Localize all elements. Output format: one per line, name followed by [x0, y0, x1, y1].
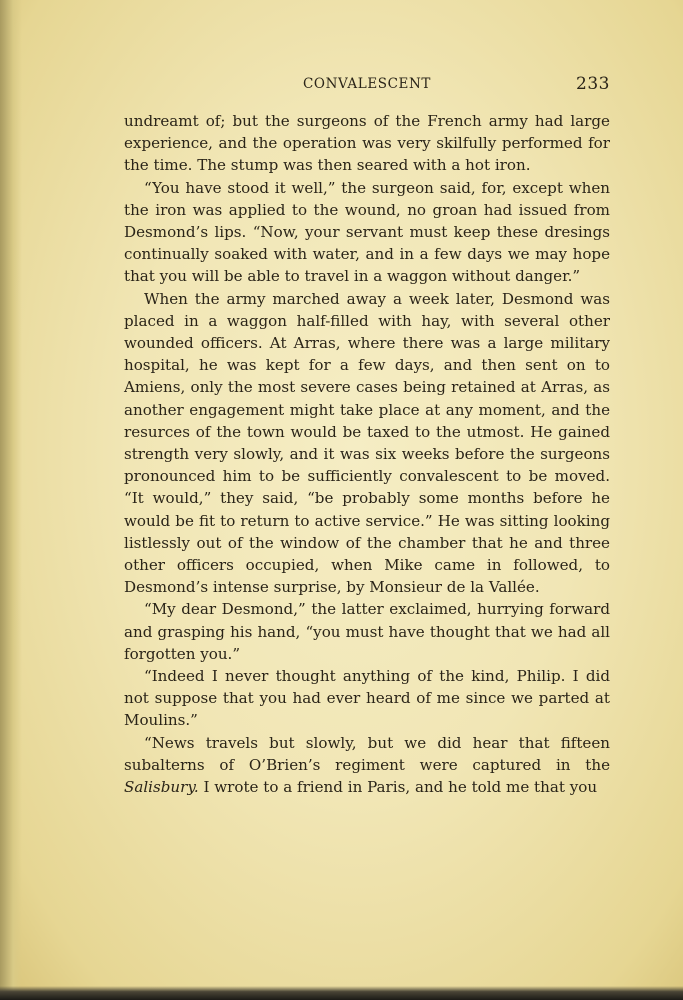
running-title: CONVALESCENT — [302, 76, 432, 92]
body-text — [124, 110, 610, 798]
page-number: 233 — [576, 74, 610, 94]
book-page — [124, 74, 610, 798]
paragraph — [124, 110, 610, 177]
paragraph — [124, 598, 610, 665]
text-segment: “You have stood it well,” the surgeon said, for, except when the iron was applied to the wound, no groan had issued from Desmond’s lips. “Now, your servant must keep these dresings continually soaked with water, and in a few days we may hope that you will be able to travel in a waggon without danger.” — [124, 178, 610, 286]
italic-ship-name: Salisbury. — [124, 778, 199, 797]
paragraph — [124, 288, 610, 599]
binding-gutter-shadow — [0, 0, 22, 1000]
paragraph — [124, 665, 610, 732]
text-segment: When the army marched away a week later, Desmond was placed in a waggon half-filled with hay, with several other wounded officers. At Arras, where there was a large military hospital, he was kept for a few days, and then sent on to Amiens, only the most severe cases being retained at Arras, as another engagement might take place at any moment, and the resurces of the town would be taxed to the utmost. He gained strength very slowly, and it was six weeks before the surgeons pronounced him to be sufficiently convalescent to be moved. “It would,” they said, “be probably some months before he would be fit to return to active service.” He was sitting looking listlessly out of the window of the chamber that he and three other officers occupied, when Mike came in followed, to Desmond’s intense surprise, by Monsieur de la Vallée. — [124, 289, 610, 597]
text-segment: I wrote to a friend in Paris, and he told me that you — [198, 778, 598, 797]
text-segment: “My dear Desmond,” the latter exclaimed, hurrying forward and grasping his hand, “you must have thought that we had all forgotten you.” — [124, 600, 610, 663]
text-segment: “News travels but slowly, but we did hear that fifteen subalterns of O’Brien’s regiment were captured in the — [124, 733, 610, 774]
text-segment: undreamt of; but the surgeons of the French army had large experience, and the operation was very skilfully performed for the time. The stump was then seared with a hot iron. — [124, 112, 610, 175]
paragraph — [124, 177, 610, 288]
text-segment: “Indeed I never thought anything of the kind, Philip. I did not suppose that you had ever heard of me since we parted at Moulins.” — [124, 667, 610, 730]
page-bottom-edge — [0, 986, 683, 1000]
running-head — [124, 74, 610, 98]
paragraph — [124, 732, 610, 799]
